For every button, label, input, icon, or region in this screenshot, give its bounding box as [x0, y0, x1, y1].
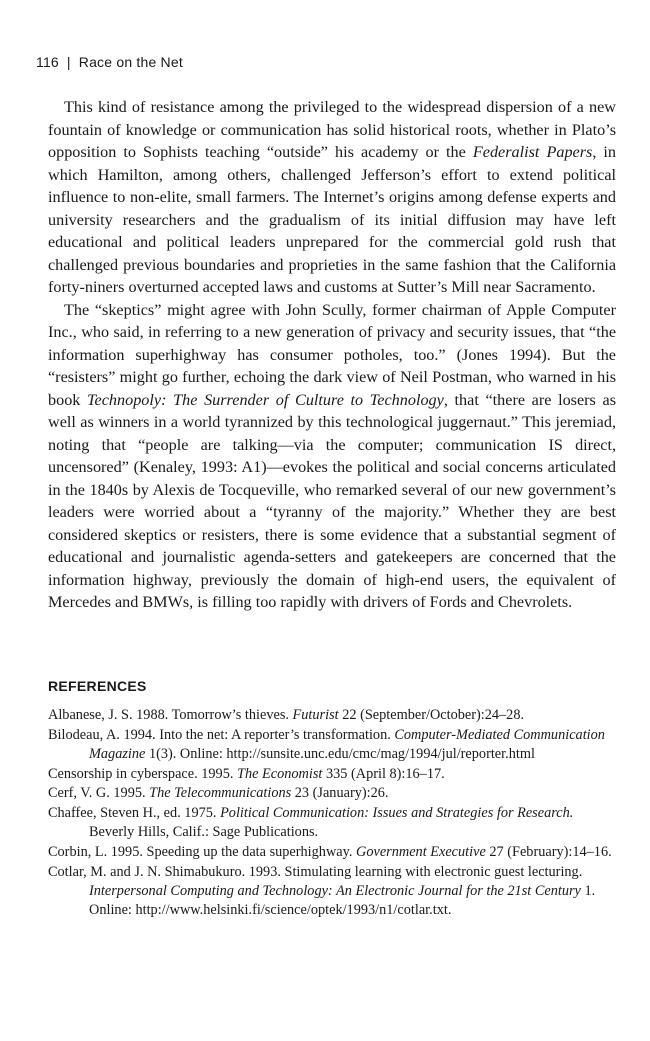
running-title: Race on the Net — [78, 54, 183, 70]
text-run: 1. Online: http://www.helsinki.fi/science/optek/1993/n1/cotlar.txt. — [89, 882, 596, 919]
text-run: Beverly Hills, Calif.: Sage Publications. — [89, 824, 319, 841]
italic-text: Federalist Papers — [472, 143, 593, 161]
text-run: , in which Hamilton, among others, challenged Jefferson’s effort to extend political influence to non-elite, small farmers. The Internet’s origins among defense experts and university researchers and the gradualism of its initial diffusion may have left educational and political leaders unprepared for the commercial gold rush that challenged previous boundaries and proprieties in the same fashion that the California forty-niners overturned accepted laws and customs at Sutter’s Mill near Sacramento. — [48, 143, 617, 296]
italic-text: The Economist — [237, 765, 323, 782]
header-separator: | — [66, 54, 71, 70]
text-run: The “skeptics” might agree with John Scully, former chairman of Apple Computer Inc., who said, in referring to a new generation of privacy and security issues, that “the information superhighway has consumer potholes, too.” (Jones 1994). But the “resisters” might go further, echoing the dark view of Neil Postman, who warned in his book — [48, 300, 616, 409]
references-heading: REFERENCES — [48, 678, 147, 694]
italic-text: The Telecommunications — [149, 785, 292, 802]
italic-text: Government Executive — [356, 843, 486, 860]
text-run: Cerf, V. G. 1995. — [48, 785, 150, 802]
italic-text: Political Communication: Issues and Strategies for Research. — [220, 805, 574, 822]
italic-text: Technopoly: The Surrender of Culture to Technology — [87, 390, 444, 409]
italic-text: Computer-Mediated Communication Magazine — [89, 726, 605, 762]
text-run: Chaffee, Steven H., ed. 1975. — [48, 805, 221, 822]
text-run: 23 (January):26. — [291, 785, 389, 802]
reference-entry — [48, 726, 616, 764]
page-number: 116 — [36, 54, 59, 70]
text-run: 335 (April 8):16–17. — [322, 765, 445, 782]
body-text — [48, 96, 616, 614]
reference-entry — [48, 804, 616, 842]
reference-entry — [48, 706, 616, 725]
reference-entry — [48, 765, 616, 784]
running-header — [36, 54, 183, 70]
paragraph — [48, 96, 616, 299]
text-run: , that “there are losers as well as winners in a world tyrannized by this technological juggernaut.” This jeremiad, noting that “people are talking—via the computer; communication IS direct, uncensored” (Kenaley, 1993: A1)—evokes the political and social concerns articulated in the 1840s by Alexis de Tocqueville, who remarked several of our new government’s leaders were worried about a “tyranny of the majority.” Whether they are best considered skeptics or resisters, there is some evidence that a substantial segment of educational and journalistic agenda-setters and gatekeepers are concerned that the information highway, previously the domain of high-end users, the equivalent of Mercedes and BMWs, is filling too rapidly with drivers of Fords and Chevrolets. — [48, 390, 617, 611]
text-run: Corbin, L. 1995. Speeding up the data superhighway. — [48, 843, 356, 860]
italic-text: Futurist — [292, 707, 339, 723]
text-run: Censorship in cyberspace. 1995. — [48, 765, 237, 782]
text-run: 1(3). Online: http://sunsite.unc.edu/cmc/mag/1994/jul/reporter.html — [145, 745, 535, 762]
references-list — [48, 706, 616, 921]
reference-entry — [48, 863, 616, 921]
text-run: This kind of resistance among the privileged to the widespread dispersion of a new fountain of knowledge or communication has solid historical roots, whether in Plato’s opposition to Sophists teaching “outside” his academy or the — [48, 98, 616, 161]
italic-text: Interpersonal Computing and Technology: An Electronic Journal for the 21st Century — [89, 882, 581, 899]
text-run: Bilodeau, A. 1994. Into the net: A reporter’s transformation. — [48, 726, 395, 743]
paragraph — [48, 299, 616, 614]
text-run: 27 (February):14–16. — [485, 843, 612, 860]
reference-entry — [48, 843, 616, 862]
text-run: Cotlar, M. and J. N. Shimabukuro. 1993. Stimulating learning with electronic guest lecturing. — [48, 863, 583, 880]
text-run: 22 (September/October):24–28. — [338, 707, 525, 723]
text-run: Albanese, J. S. 1988. Tomorrow’s thieves. — [48, 707, 293, 723]
reference-entry — [48, 784, 616, 803]
